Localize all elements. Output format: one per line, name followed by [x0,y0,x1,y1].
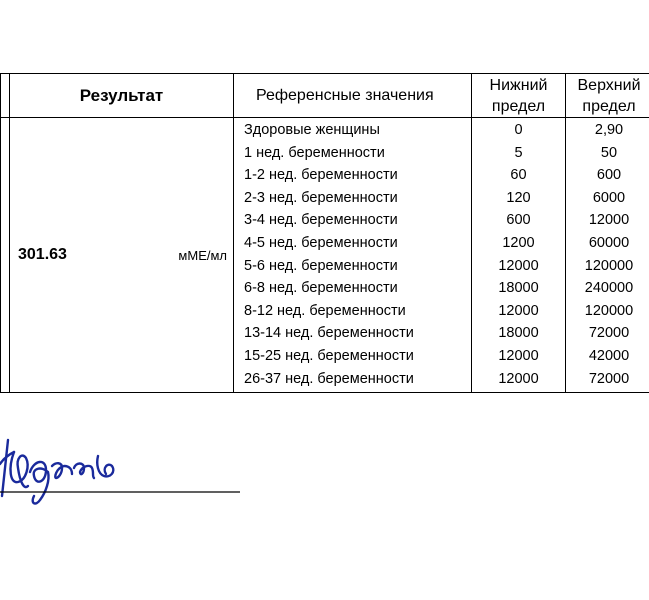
reference-row-high: 72000 [588,370,630,387]
reference-row-low: 12000 [498,257,539,274]
reference-row-low: 5 [514,144,523,161]
reference-row-label: 13-14 нед. беременности [244,325,414,342]
result-cell [10,118,234,393]
reference-row-low: 12000 [498,347,539,364]
reference-row-label: Здоровые женщины [244,122,380,138]
reference-row-label: 6-8 нед. беременности [244,280,398,297]
upper-limit-header [566,74,649,118]
lower-limit-header-line1: Нижний [489,76,548,94]
reference-row-label: 26-37 нед. беременности [244,370,414,387]
upper-limits-cell [566,118,649,393]
reference-row-label: 8-12 нед. беременности [244,302,406,319]
signature [0,428,245,518]
reference-row-low: 60 [510,167,527,184]
reference-row-label: 1 нед. беременности [244,144,385,161]
reference-row-high: 6000 [592,189,626,206]
results-table [0,73,649,393]
reference-row-high: 72000 [588,325,630,342]
reference-row-low: 12000 [498,370,539,387]
result-value: 301.63 [18,246,67,264]
reference-row-label: 3-4 нед. беременности [244,212,398,229]
reference-row-low: 12000 [498,302,539,319]
result-unit: мМЕ/мл [178,247,227,263]
table-body-row [1,118,649,393]
reference-row-label: 1-2 нед. беременности [244,167,398,184]
reference-row-label: 2-3 нед. беременности [244,189,398,206]
left-stub-cell [1,118,10,393]
lower-limit-header-line2: предел [491,97,546,115]
reference-row-high: 60000 [588,234,630,251]
reference-row-high: 600 [596,167,622,184]
reference-row-high: 42000 [588,347,630,364]
left-stub-header [1,74,10,118]
result-header: Результат [10,74,234,118]
table-header-row [1,74,649,118]
upper-limit-header-line1: Верхний [577,76,641,94]
reference-row-low: 18000 [498,325,539,342]
reference-row-low: 0 [514,122,523,138]
reference-row-label: 15-25 нед. беременности [244,347,414,364]
reference-row-low: 120 [506,189,531,206]
reference-row-high: 12000 [588,212,630,229]
reference-header: Референсные значения [234,74,472,118]
reference-row-label: 5-6 нед. беременности [244,257,398,274]
reference-row-low: 600 [506,212,531,229]
lower-limit-header [472,74,566,118]
reference-row-low: 18000 [498,280,539,297]
reference-row-high: 2,90 [594,122,624,138]
reference-row-low: 1200 [502,234,535,251]
signature-scribble [0,440,113,503]
upper-limit-header-line2: предел [582,97,636,115]
lower-limits-cell [472,118,566,393]
reference-row-high: 120000 [584,302,634,319]
reference-row-high: 50 [600,144,618,161]
reference-row-high: 120000 [584,257,634,274]
reference-row-high: 240000 [584,280,634,297]
reference-row-label: 4-5 нед. беременности [244,234,398,251]
reference-labels-cell [234,118,472,393]
